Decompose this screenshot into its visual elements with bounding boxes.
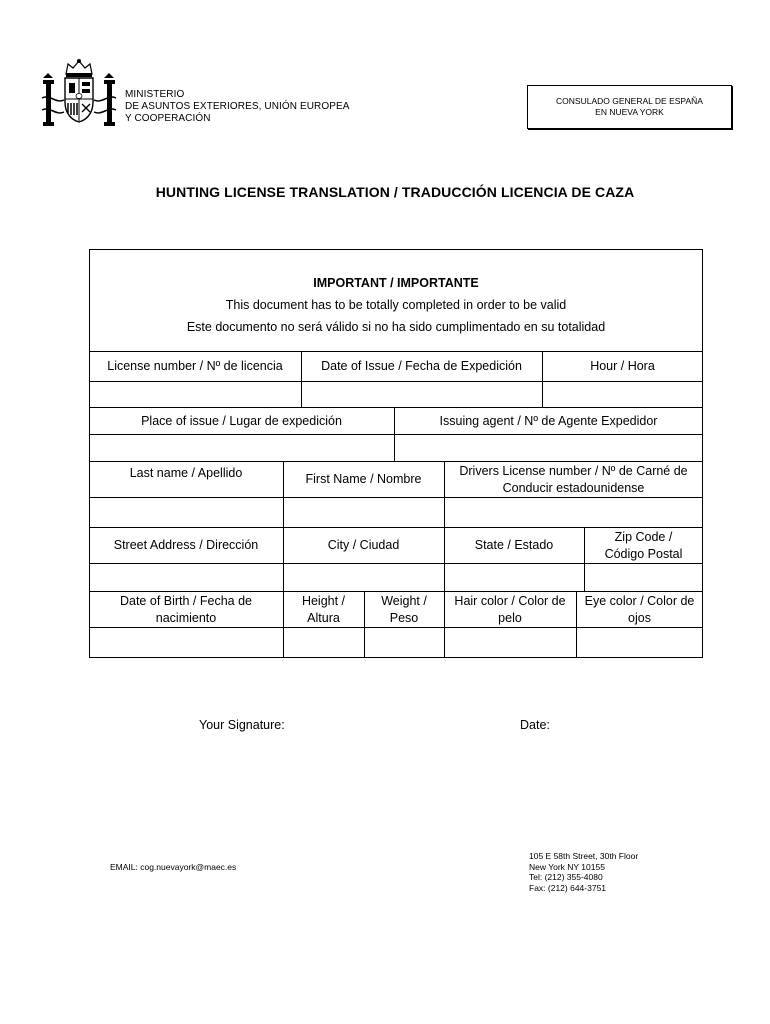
date-of-issue-field[interactable] <box>301 382 542 407</box>
place-of-issue-label: Place of issue / Lugar de expedición <box>141 413 342 428</box>
hour-field[interactable] <box>542 382 703 407</box>
ministry-line: MINISTERIO <box>125 89 185 100</box>
street-address-label: Street Address / Dirección <box>113 538 259 552</box>
issuing-agent-label: Issuing agent / Nº de Agente Expedidor <box>439 413 658 428</box>
date-of-birth-field[interactable] <box>89 628 283 658</box>
notice-heading: IMPORTANT / IMPORTANTE <box>313 276 479 290</box>
date-of-birth-label: Date of Birth / Fecha de nacimiento <box>119 593 252 625</box>
weight-label: Weight / Peso <box>381 593 427 625</box>
hair-color-label: Hair color / Color de pelo <box>454 593 566 625</box>
signature-label: Your Signature: <box>199 718 285 732</box>
issuing-agent-field[interactable] <box>394 435 703 461</box>
zip-code-field[interactable] <box>584 564 703 591</box>
ministry-line: DE ASUNTOS EXTERIORES, UNIÓN EUROPEA <box>125 101 350 112</box>
first-name-label: First Name / Nombre <box>305 472 422 486</box>
address-line: Tel: (212) 355-4080 <box>529 872 603 882</box>
footer-email: EMAIL: cog.nuevayork@maec.es <box>110 862 237 872</box>
footer-address <box>529 851 638 893</box>
eye-color-field[interactable] <box>576 628 703 658</box>
city-label: City / Ciudad <box>327 538 400 552</box>
eye-color-label: Eye color / Color de ojos <box>584 593 695 625</box>
hour-label: Hour / Hora <box>590 359 655 373</box>
signature-date-label: Date: <box>520 718 550 732</box>
document-title: HUNTING LICENSE TRANSLATION / TRADUCCIÓN LICENCIA DE CAZA <box>155 184 635 200</box>
license-number-field[interactable] <box>89 382 301 407</box>
zip-code-label: Zip Code / Código Postal <box>604 529 683 561</box>
hair-color-field[interactable] <box>444 628 576 658</box>
last-name-label: Last name / Apellido <box>129 466 243 480</box>
date-of-issue-label: Date of Issue / Fecha de Expedición <box>321 359 522 373</box>
state-label: State / Estado <box>474 538 554 552</box>
weight-field[interactable] <box>364 628 444 658</box>
consulate-line: EN NUEVA YORK <box>595 107 664 117</box>
address-line: New York NY 10155 <box>529 861 605 872</box>
height-label: Height / Altura <box>301 593 346 625</box>
drivers-license-label: Drivers License number / Nº de Carné de Conducir estadounidense <box>459 463 688 495</box>
ministry-line: Y COOPERACIÓN <box>125 113 211 124</box>
notice-line-spanish: Este documento no será válido si no ha sido cumplimentado en su totalidad <box>186 320 606 334</box>
consulate-line: CONSULADO GENERAL DE ESPAÑA <box>556 96 703 106</box>
first-name-field[interactable] <box>283 498 444 527</box>
important-notice <box>89 272 703 338</box>
street-address-field[interactable] <box>89 564 283 591</box>
drivers-license-field[interactable] <box>444 498 703 527</box>
last-name-field[interactable] <box>89 498 283 527</box>
consulate-box <box>527 85 732 129</box>
ministry-name <box>125 89 350 125</box>
height-field[interactable] <box>283 628 364 658</box>
state-field[interactable] <box>444 564 584 591</box>
city-field[interactable] <box>283 564 444 591</box>
place-of-issue-field[interactable] <box>89 435 394 461</box>
notice-line-english: This document has to be totally completed in order to be valid <box>225 298 567 312</box>
address-line: Fax: (212) 644-3751 <box>529 882 607 893</box>
address-line: 105 E 58th Street, 30th Floor <box>529 851 639 861</box>
coat-of-arms-icon <box>40 58 118 134</box>
license-number-label: License number / Nº de licencia <box>107 359 283 373</box>
